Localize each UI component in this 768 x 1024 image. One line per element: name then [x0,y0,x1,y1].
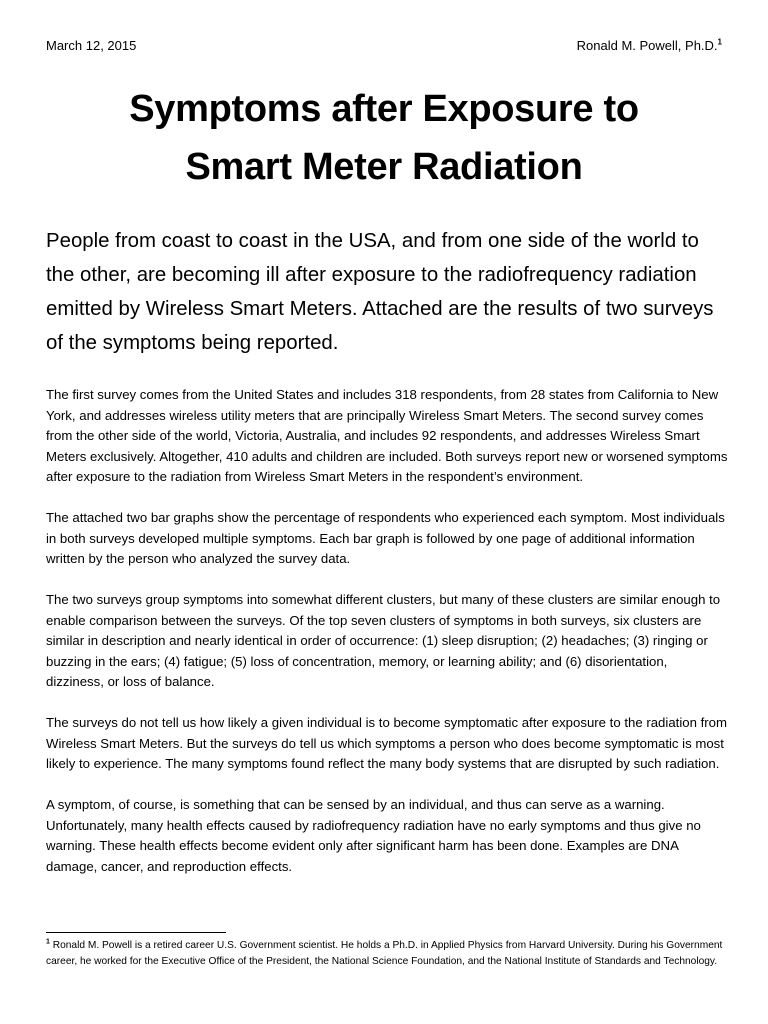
body-paragraph-5: A symptom, of course, is something that can be sensed by an individual, and thus can serve as a warning. Unfortunately, many health effects caused by radiofrequency radiation have no early symptoms and thus give no warning. These health effects become evident only after significant harm has been done. Examples are DNA damage, cancer, and reproduction effects. [46,797,701,874]
body-text [46,385,728,898]
footnote-marker: 1 [46,938,50,946]
footnote [46,938,728,970]
title-line-2: Smart Meter Radiation [185,146,583,188]
document-author [577,38,722,53]
body-paragraph-4: The surveys do not tell us how likely a given individual is to become symptomatic after exposure to the radiation from Wireless Smart Meters. But the surveys do tell us which symptoms a person who does become symptomatic is most likely to experience. The many symptoms found reflect the many body systems that are disrupted by such radiation. [46,715,727,771]
document-title [46,80,722,196]
body-paragraph-1: The first survey comes from the United States and includes 318 respondents, from 28 states from California to New York, and addresses wireless utility meters that are principally Wireless Smart Meters. The second survey comes from the other side of the world, Victoria, Australia, and includes 92 respondents, and addresses Wireless Smart Meters exclusively. Altogether, 410 adults and children are included. Both surveys report new or worsened symptoms after exposure to the radiation from Wireless Smart Meters in the respondent’s environment. [46,387,728,484]
author-footnote-marker[interactable]: 1 [717,37,722,47]
body-paragraph-3: The two surveys group symptoms into somewhat different clusters, but many of these clusters are similar enough to enable comparison between the surveys. Of the top seven clusters of symptoms in both surveys, six clusters are similar in description and nearly identical in order of occurrence: (1) sleep disruption; (2) headaches; (3) ringing or buzzing in the ears; (4) fatigue; (5) loss of concentration, memory, or learning ability; and (6) disorientation, dizziness, or loss of balance. [46,592,721,689]
title-line-1: Symptoms after Exposure to [129,88,639,130]
author-name: Ronald M. Powell, Ph.D. [576,38,718,53]
document-date: March 12, 2015 [46,38,137,53]
footnote-text: Ronald M. Powell is a retired career U.S. Government scientist. He holds a Ph.D. in Applied Physics from Harvard University. During his Government career, he worked for the Executive Office of the President, the National Science Foundation, and the National Institute of Standards and Technology. [46,940,723,967]
footnote-divider [46,932,226,933]
body-paragraph-2: The attached two bar graphs show the percentage of respondents who experienced each symptom. Most individuals in both surveys developed multiple symptoms. Each bar graph is followed by one page of additional information written by the person who analyzed the survey data. [46,510,725,566]
lead-paragraph: People from coast to coast in the USA, and from one side of the world to the other, are becoming ill after exposure to the radiofrequency radiation emitted by Wireless Smart Meters. Attached are the results of two surveys of the symptoms being reported. [46,230,714,354]
page-header [46,38,722,58]
